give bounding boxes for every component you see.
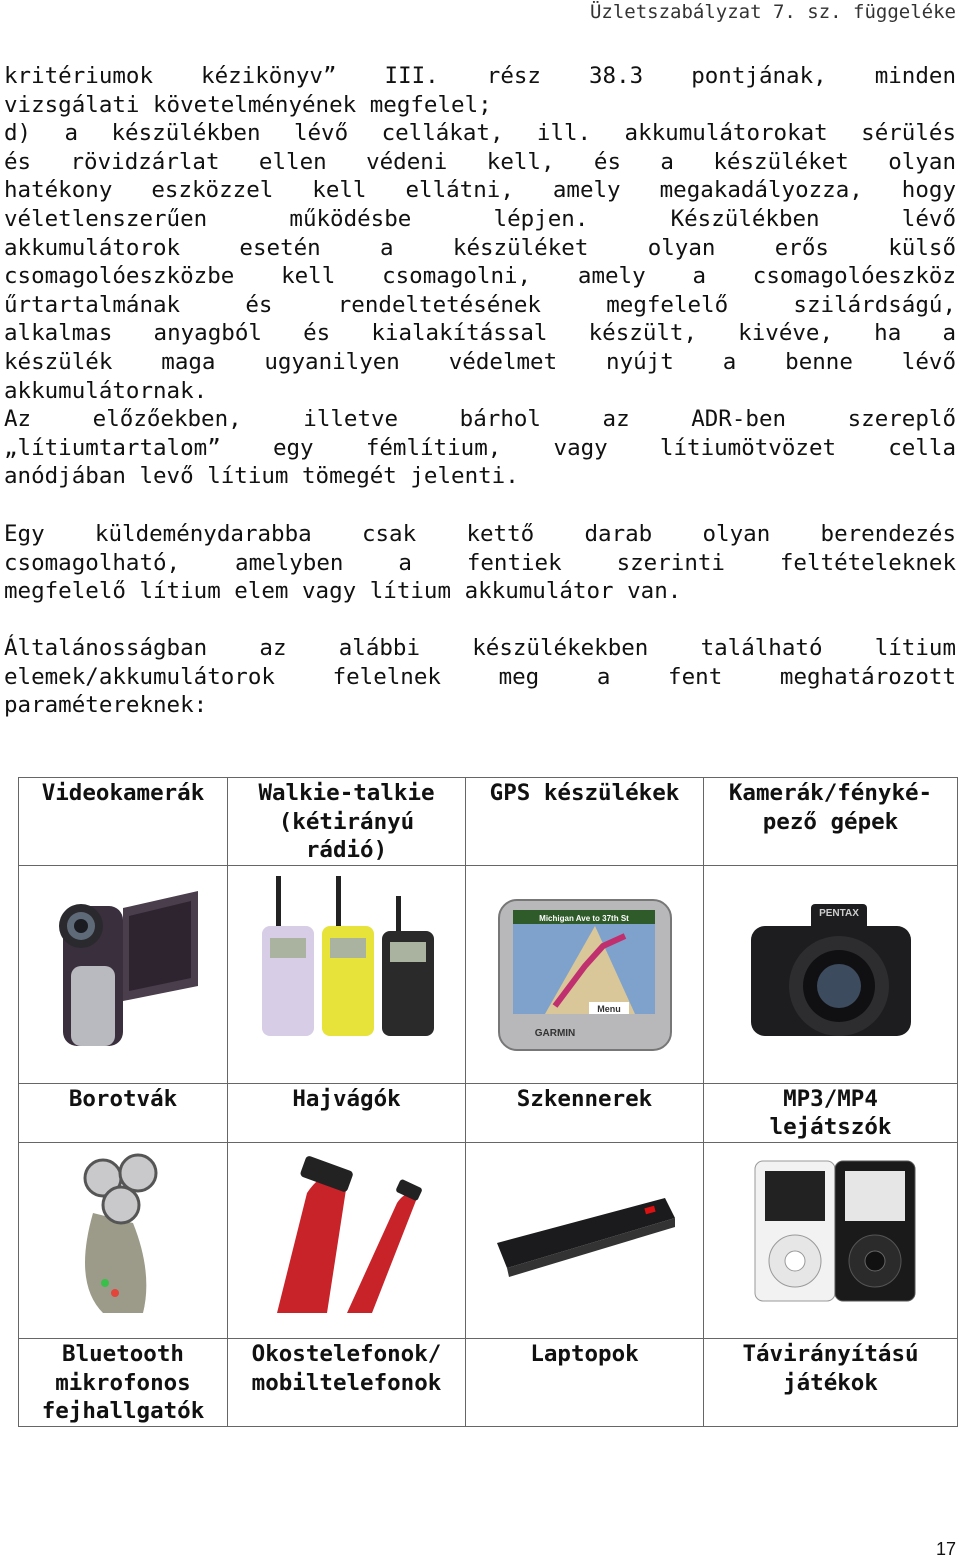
device-label-laptops: Laptopok — [466, 1338, 704, 1426]
text-line: csomagolható, amelyben a fentiek szerinti feltételeknek — [4, 549, 956, 576]
videocamera-icon — [23, 866, 223, 1066]
text-line: készülék maga ugyanilyen védelmet nyújt a benne lévő — [4, 348, 956, 375]
text-line: Egy küldeménydarabba csak kettő darab olyan berendezés — [4, 521, 956, 547]
videocamera-image — [19, 865, 228, 1083]
gps-menu-label: Menu — [596, 1003, 621, 1014]
text-line: vizsgálati követelményének megfelel; — [4, 91, 492, 118]
text-line: Általánosságban az alábbi készülékekben található lítium — [4, 635, 956, 661]
running-header: Üzletszabályzat 7. sz. függeléke — [589, 1, 956, 23]
walkie-talkie-icon — [232, 866, 462, 1066]
text-line: elemek/akkumulátorok felelnek meg a fent meghatározott — [4, 663, 956, 690]
shaver-image — [19, 1142, 228, 1338]
camera-brand-label: PENTAX — [818, 907, 859, 919]
text-line: véletlenszerűen működésbe lépjen. Készülékben lévő — [4, 205, 956, 232]
text-line: „lítiumtartalom” egy fémlítium, vagy lítiumötvözet cella — [4, 434, 956, 461]
mp3-player-image — [704, 1142, 958, 1338]
device-label-gps: GPS készülékek — [466, 778, 704, 866]
camera-image — [704, 865, 958, 1083]
devices-table — [18, 777, 958, 1427]
text-line: kritériumok kézikönyv” III. rész 38.3 pontjának, minden — [4, 63, 956, 89]
paragraph-package-limit — [4, 520, 956, 606]
scanner-image — [466, 1142, 704, 1338]
text-line: anódjában levő lítium tömegét jelenti. — [4, 463, 519, 490]
text-line: űrtartalmának és rendeltetésének megfelelő szilárdságú, — [4, 291, 956, 318]
scanner-icon — [485, 1143, 685, 1323]
table-row — [19, 778, 958, 866]
text-line: alkalmas anyagból és kialakítással készült, kivéve, ha a — [4, 320, 956, 347]
text-line: d) a készülékben lévő cellákat, ill. akkumulátorokat sérülés — [4, 120, 956, 147]
mp3-player-icon — [721, 1143, 941, 1323]
table-row — [19, 1142, 958, 1338]
text-line: paramétereknek: — [4, 692, 208, 719]
page-number: 17 — [935, 1539, 956, 1559]
device-label-scanners: Szkennerek — [466, 1083, 704, 1142]
text-line: csomagolóeszközbe kell csomagolni, amely a csomagolóeszköz — [4, 263, 956, 290]
hair-clipper-image — [228, 1142, 466, 1338]
camera-icon — [721, 866, 941, 1066]
device-label-smartphones: Okostelefonok/ mobiltelefonok — [228, 1338, 466, 1426]
device-label-hair-clippers: Hajvágók — [228, 1083, 466, 1142]
device-label-videocameras: Videokamerák — [19, 778, 228, 866]
gps-icon — [485, 866, 685, 1066]
table-row — [19, 1083, 958, 1142]
device-label-bluetooth-headsets: Bluetooth mikrofonos fejhallgatók — [19, 1338, 228, 1426]
text-line: megfelelő lítium elem vagy lítium akkumulátor van. — [4, 578, 682, 605]
device-label-walkie-talkie: Walkie-talkie (kétirányú rádió) — [228, 778, 466, 866]
shaver-icon — [33, 1143, 213, 1323]
table-row — [19, 1338, 958, 1426]
paragraph-battery-requirements — [4, 62, 956, 491]
paragraph-device-intro — [4, 634, 956, 720]
walkie-talkie-image — [228, 865, 466, 1083]
text-line: Az előzőekben, illetve bárhol az ADR-ben szereplő — [4, 406, 956, 433]
gps-image — [466, 865, 704, 1083]
device-label-mp3-players: MP3/MP4 lejátszók — [704, 1083, 958, 1142]
text-line: és rövidzárlat ellen védeni kell, és a készüléket olyan — [4, 148, 956, 175]
text-line: akkumulátornak. — [4, 377, 208, 404]
device-label-cameras: Kamerák/fényké- pező gépek — [704, 778, 958, 866]
hair-clipper-icon — [247, 1143, 447, 1323]
gps-brand-label: GARMIN — [534, 1027, 575, 1039]
gps-screen-label: Michigan Ave to 37th St — [538, 913, 629, 923]
text-line: akkumulátorok esetén a készüléket olyan erős külső — [4, 234, 956, 261]
text-line: hatékony eszközzel kell ellátni, amely megakadályozza, hogy — [4, 177, 956, 204]
device-label-rc-toys: Távirányítású játékok — [704, 1338, 958, 1426]
table-row — [19, 865, 958, 1083]
device-label-shavers: Borotvák — [19, 1083, 228, 1142]
